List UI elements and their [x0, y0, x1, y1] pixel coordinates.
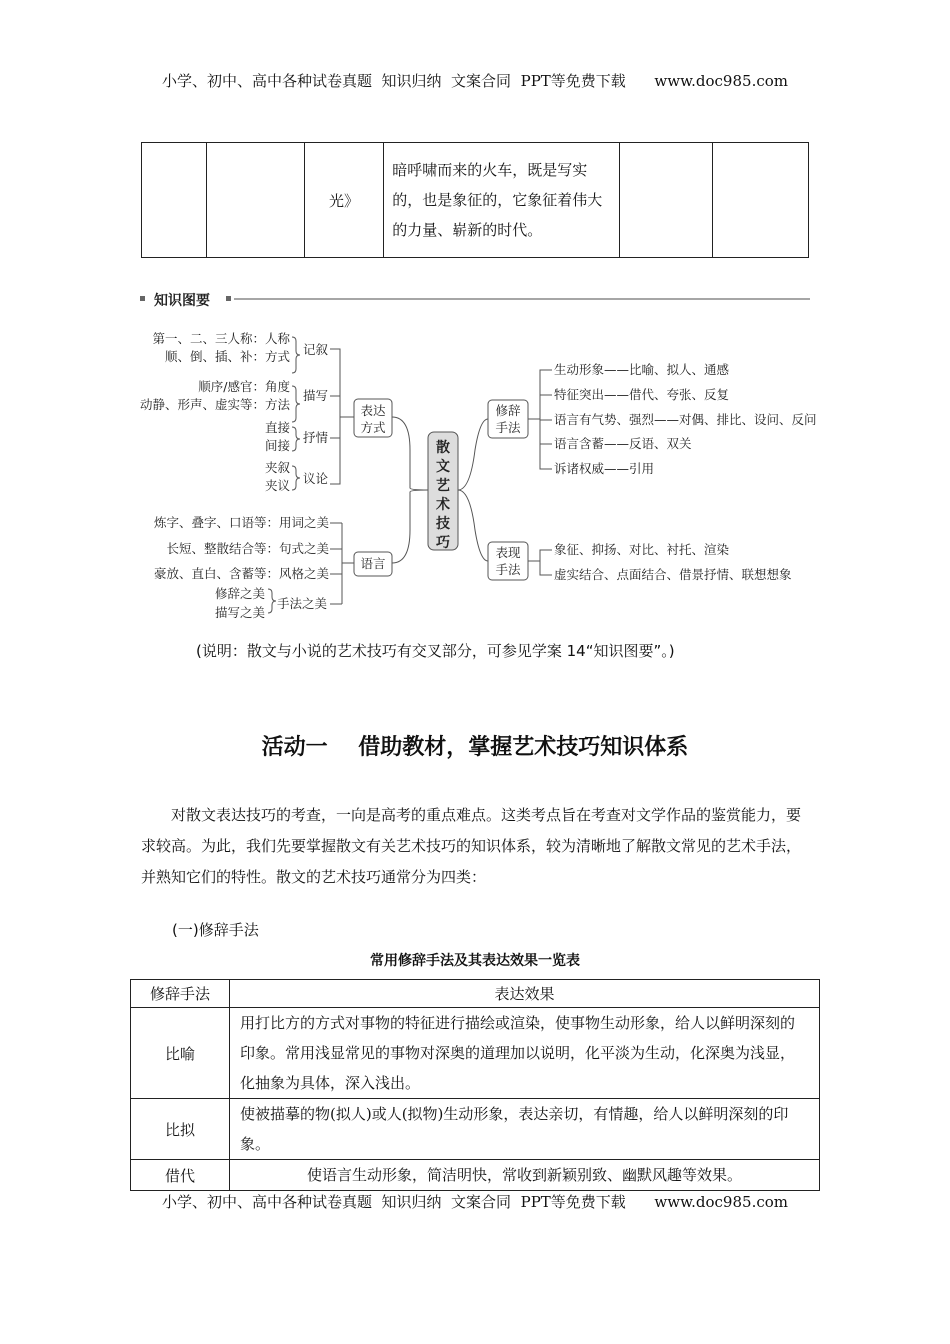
map-text: 议论: [303, 471, 329, 486]
intro-paragraph: 对散文表达技巧的考查，一向是高考的重点难点。这类考点旨在考查对文学作品的鉴赏能力，要求较高。为此，我们先要掌握散文有关艺术技巧的知识体系，较为清晰地了解散文常见的艺术手法，并熟知它们的特性。散文的艺术技巧通常分为四类：: [141, 806, 802, 886]
table-row: [131, 1099, 820, 1160]
knowledge-mind-map: [0, 0, 950, 640]
table-cell: 暗呼啸而来的火车，既是写实的，也是象征的，它象征着伟大的力量、崭新的时代。: [384, 143, 620, 258]
map-text: 豪放、直白、含蓄等：风格之美: [153, 566, 329, 581]
table-cell: 使语言生动形象，简洁明快，常收到新颖别致、幽默风趣等效果。: [230, 1160, 820, 1191]
activity-title: 活动一 借助教材，掌握艺术技巧知识体系: [261, 735, 689, 760]
table-cell: 光》: [304, 143, 383, 258]
table-header-row: [131, 980, 820, 1008]
table-cell: 比拟: [131, 1099, 230, 1160]
map-text: 手法之美: [277, 596, 328, 611]
table-cell: 使被描摹的物(拟人)或人(拟物)生动形象，表达亲切，有情趣，给人以鲜明深刻的印象。: [230, 1099, 820, 1160]
box-text: 语言: [360, 556, 386, 571]
table-cell: 用打比方的方式对事物的特征进行描绘或渲染，使事物生动形象，给人以鲜明深刻的印象。常用浅显常见的事物对深奥的道理加以说明，化平淡为生动，化深奥为浅显，化抽象为具体，深入浅出。: [230, 1008, 820, 1099]
page-header: 小学、初中、高中各种试卷真题 知识归纳 文案合同 PPT等免费下载 www.doc985.com: [161, 72, 788, 90]
map-text: 夹叙: [264, 460, 290, 475]
map-text: 顺、倒、插、补：方式: [164, 349, 290, 364]
map-text: 第一、二、三人称：人称: [152, 331, 290, 346]
map-text: 象征、抑扬、对比、衬托、渲染: [554, 542, 730, 557]
map-text: 语言含蓄——反语、双关: [554, 436, 692, 451]
box-text: 表达方式: [360, 403, 386, 435]
map-text: 描写: [303, 388, 329, 403]
table-cell: 借代: [131, 1160, 230, 1191]
map-text: 抒情: [303, 430, 329, 445]
map-text: 直接: [264, 420, 290, 435]
map-text: 语言有气势、强烈——对偶、排比、设问、反问: [554, 412, 817, 427]
box-text: 表现手法: [495, 545, 521, 577]
center-text: 散文艺术技巧: [436, 440, 450, 551]
map-text: 修辞之美: [214, 586, 265, 601]
map-text: 长短、整散结合等：句式之美: [166, 541, 329, 556]
map-text: 顺序/感官：角度: [198, 379, 290, 394]
map-text: 间接: [264, 438, 290, 453]
map-text: 诉诸权威——引用: [554, 461, 655, 476]
knowledge-map-title: 知识图要: [154, 293, 210, 309]
table-row: [131, 1008, 820, 1099]
table-cell: 比喻: [131, 1008, 230, 1099]
box-text: 修辞手法: [495, 403, 521, 435]
column-header: 表达效果: [230, 980, 820, 1008]
section-heading: (一)修辞手法: [172, 921, 259, 939]
column-header: 修辞手法: [131, 980, 230, 1008]
table-row: [131, 1160, 820, 1191]
map-text: 动静、形声、虚实等：方法: [139, 397, 290, 412]
rhetoric-table: [130, 979, 820, 1191]
map-text: 描写之美: [214, 605, 265, 620]
page-footer: 小学、初中、高中各种试卷真题 知识归纳 文案合同 PPT等免费下载 www.doc985.com: [161, 1193, 788, 1211]
map-text: 记叙: [303, 342, 329, 357]
table-caption: 常用修辞手法及其表达效果一览表: [370, 953, 580, 969]
map-text: 特征突出——借代、夸张、反复: [554, 387, 730, 402]
map-text: 炼字、叠字、口语等：用词之美: [153, 515, 329, 530]
map-note: (说明：散文与小说的艺术技巧有交叉部分，可参见学案 14“知识图要”。): [196, 642, 675, 660]
map-text: 夹议: [264, 478, 290, 493]
map-text: 虚实结合、点面结合、借景抒情、联想想象: [554, 567, 792, 582]
map-text: 生动形象——比喻、拟人、通感: [554, 362, 730, 377]
